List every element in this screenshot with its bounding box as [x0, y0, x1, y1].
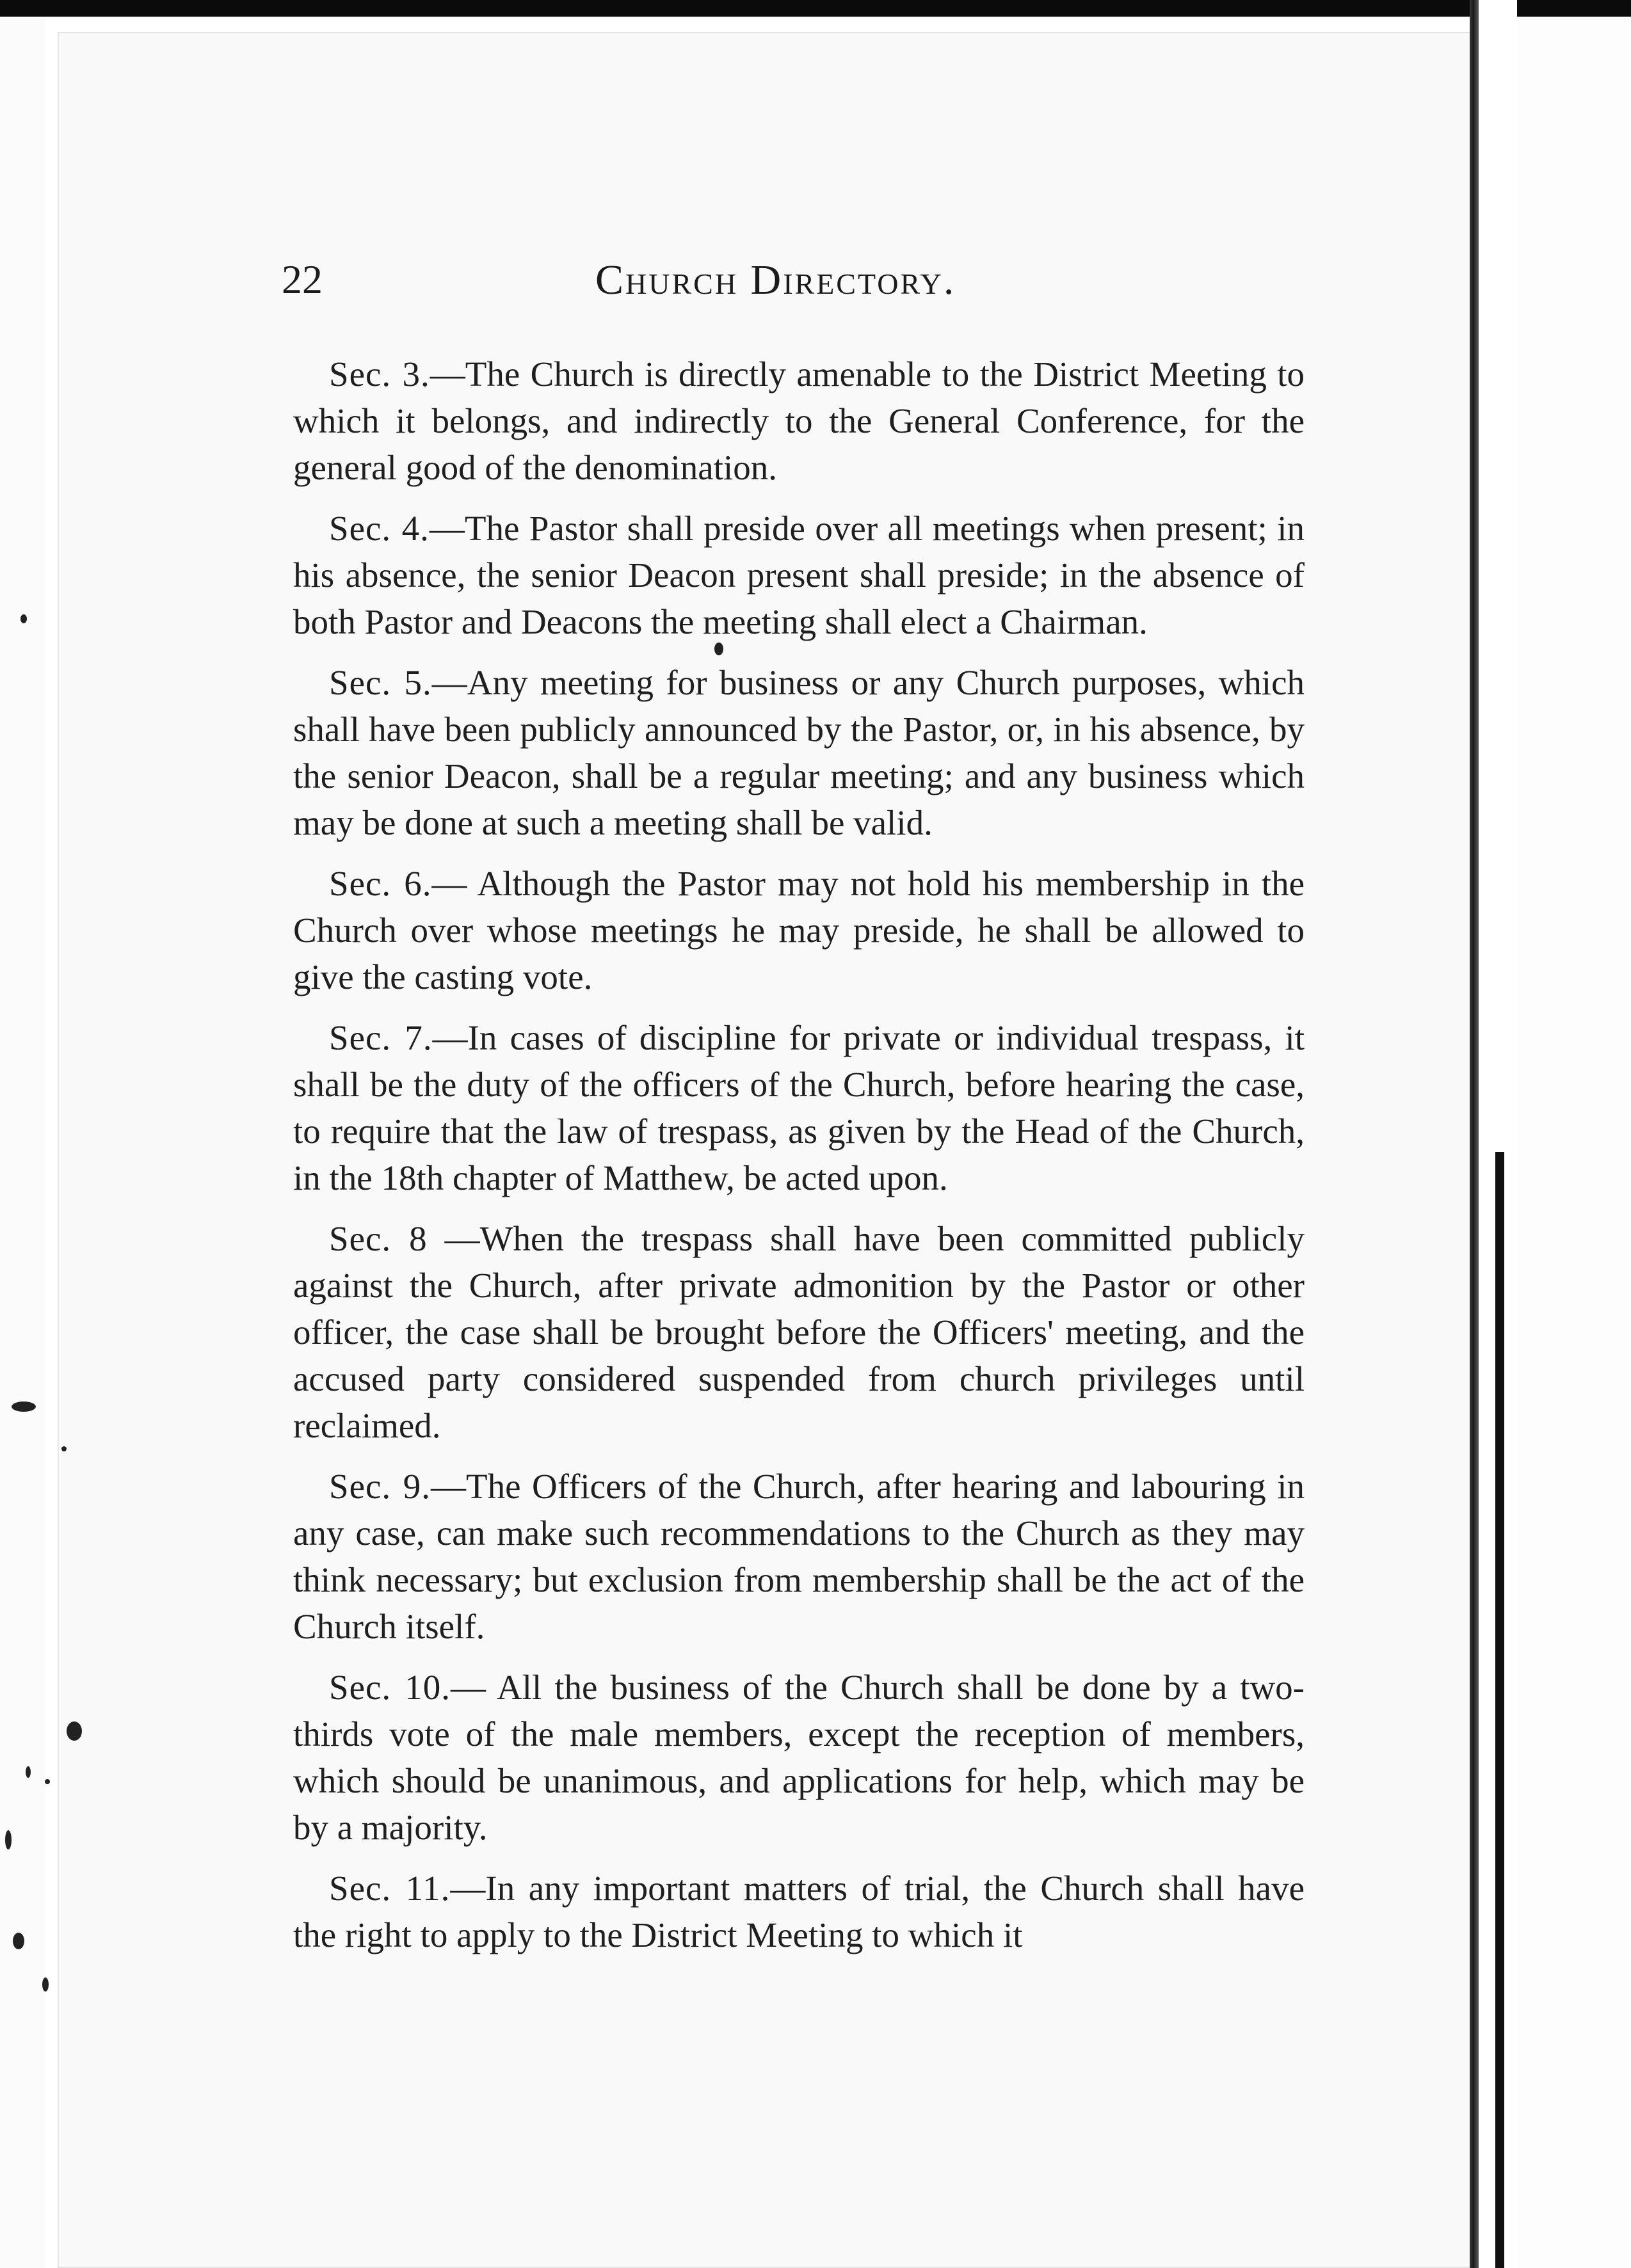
section-text: —Any meeting for business or any Church purposes, which shall have been publicly announced by the Pastor, or, in his absence, by the senior Deacon, shall be a regular meeting; and any business which may be done at such a meeting shall be valid. — [293, 663, 1305, 842]
scan-speck — [26, 1766, 31, 1778]
section-paragraph — [293, 1664, 1305, 1851]
section-label: Sec. 11. — [329, 1869, 451, 1908]
section-paragraph — [293, 659, 1305, 846]
section-label: Sec. 4. — [329, 509, 430, 548]
scan-speck — [5, 1830, 12, 1849]
body-text — [293, 351, 1305, 1972]
section-label: Sec. 5. — [329, 663, 432, 702]
scan-speck — [13, 1933, 24, 1949]
scan-speck — [42, 1977, 49, 1992]
section-text: —The Pastor shall preside over all meetings when present; in his absence, the senior Deacon present shall preside; in the absence of both Pastor and Deacons the meeting shall elect a Chairman. — [293, 509, 1305, 641]
running-head — [282, 256, 1331, 307]
section-paragraph — [293, 1865, 1305, 1958]
scan-speck — [45, 1779, 50, 1784]
page-number: 22 — [282, 257, 323, 302]
section-label: Sec. 7. — [329, 1018, 433, 1057]
section-label: Sec. 10. — [329, 1668, 451, 1707]
book-spine-shadow — [1495, 1152, 1504, 2268]
section-text: —In any important matters of trial, the Church shall have the right to apply to the District Meeting to which it — [293, 1869, 1305, 1954]
section-text: —In cases of discipline for private or individual trespass, it shall be the duty of the officers of the Church, before hearing the case, to require that the law of trespass, as given by the Head of the Church, in the 18th chapter of Matthew, be acted upon. — [293, 1018, 1305, 1197]
section-text: —When the trespass shall have been committed publicly against the Church, after private admonition by the Pastor or other officer, the case shall be brought before the Officers' meeting, and the accused party considered suspended from church privileges until reclaimed. — [293, 1219, 1305, 1445]
scan-right-margin — [1517, 17, 1631, 2268]
section-label: Sec. 9. — [329, 1467, 431, 1506]
section-label: Sec. 8 — [329, 1219, 428, 1258]
scan-speck — [67, 1721, 82, 1741]
section-paragraph — [293, 1014, 1305, 1201]
running-title: Church Directory. — [595, 257, 956, 303]
section-paragraph — [293, 860, 1305, 1000]
scan-speck — [20, 614, 27, 623]
section-text: — Although the Pastor may not hold his membership in the Church over whose meetings he may preside, he shall be allowed to give the casting vote. — [293, 864, 1305, 996]
section-paragraph — [293, 1215, 1305, 1449]
scan-speck — [12, 1402, 36, 1412]
section-label: Sec. 6. — [329, 864, 432, 903]
section-paragraph — [293, 505, 1305, 645]
section-text: — All the business of the Church shall be done by a two-thirds vote of the male members, except the reception of members, which should be unanimous, and applications for help, which may be by a majority. — [293, 1668, 1305, 1847]
section-label: Sec. 3. — [329, 355, 430, 394]
scan-top-border — [0, 0, 1631, 17]
section-text: —The Church is directly amenable to the District Meeting to which it belongs, and indirectly to the General Conference, for the general good of the denomination. — [293, 355, 1305, 487]
section-paragraph — [293, 351, 1305, 491]
section-text: —The Officers of the Church, after hearing and labouring in any case, can make such recommendations to the Church as they may think necessary; but exclusion from membership shall be the act of the Church itself. — [293, 1467, 1305, 1646]
page-gutter — [1472, 0, 1517, 2268]
section-paragraph — [293, 1463, 1305, 1650]
scan-speck — [61, 1446, 67, 1451]
scan-left-margin — [0, 17, 45, 2268]
book-spine-edge — [1470, 0, 1479, 2268]
